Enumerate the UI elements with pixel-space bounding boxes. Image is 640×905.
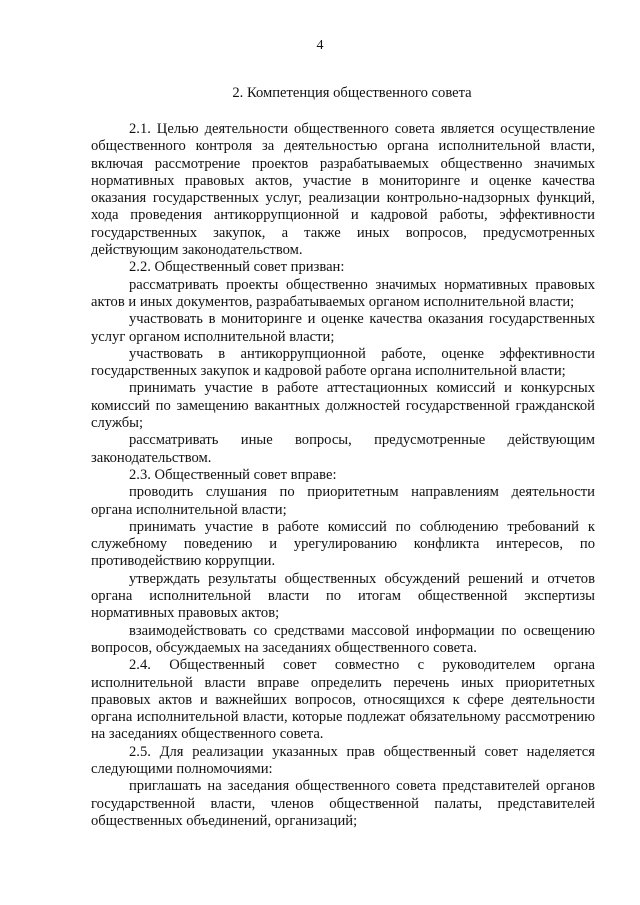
paragraph-item: взаимодействовать со средствами массовой информации по освещению вопросов, обсуждаемых на заседаниях общественного совета.: [91, 622, 595, 656]
paragraph-2-4: 2.4. Общественный совет совместно с руководителем органа исполнительной власти вправе определить перечень иных приоритетных правовых актов и важнейших вопросов, относящихся к сфере деятельности органа исполнительной власти, которые подлежат обязательному рассмотрению на заседаниях общественного совета.: [91, 657, 595, 743]
paragraph-2-1: 2.1. Целью деятельности общественного совета является осуществление общественного контроля за деятельностью органа исполнительной власти, включая рассмотрение проектов разрабатываемых общественно значимых нормативных правовых актов, участие в мониторинге и оценке качества оказания государственных услуг, реализации контрольно-надзорных функций, хода проведения антикоррупционной и кадровой работы, эффективности государственных закупок, а также иных вопросов, предусмотренных действующим законодательством.: [91, 121, 595, 259]
paragraph-item: участвовать в мониторинге и оценке качества оказания государственных услуг органом исполнительной власти;: [91, 311, 595, 345]
paragraph-item: проводить слушания по приоритетным направлениям деятельности органа исполнительной власти;: [91, 484, 595, 518]
paragraph-item: приглашать на заседания общественного совета представителей органов государственной власти, членов общественной палаты, представителей общественных объединений, организаций;: [91, 778, 595, 829]
section-body: [91, 121, 595, 830]
paragraph-item: рассматривать иные вопросы, предусмотренные действующим законодательством.: [91, 432, 595, 466]
paragraph-item: рассматривать проекты общественно значимых нормативных правовых актов и иных документов, разрабатываемых органом исполнительной власти;: [91, 276, 595, 310]
paragraph-2-3-intro: 2.3. Общественный совет вправе:: [129, 466, 337, 483]
paragraph-2-2-intro: 2.2. Общественный совет призван:: [129, 259, 345, 276]
section-heading: 2. Компетенция общественного совета: [232, 85, 472, 101]
paragraph-item: участвовать в антикоррупционной работе, оценке эффективности государственных закупок и кадровой работе органа исполнительной власти;: [91, 345, 595, 380]
paragraph-2-5: 2.5. Для реализации указанных прав общественный совет наделяется следующими полномочиями:: [91, 743, 595, 777]
page-number: 4: [316, 38, 324, 53]
paragraph-item: утверждать результаты общественных обсуждений решений и отчетов органа исполнительной власти по итогам общественной экспертизы нормативных правовых актов;: [91, 570, 595, 622]
paragraph-item: принимать участие в работе комиссий по соблюдению требований к служебному поведению и урегулированию конфликта интересов, по противодействию коррупции.: [91, 518, 595, 570]
paragraph-item: принимать участие в работе аттестационных комиссий и конкурсных комиссий по замещению вакантных должностей государственной гражданской службы;: [91, 380, 595, 432]
